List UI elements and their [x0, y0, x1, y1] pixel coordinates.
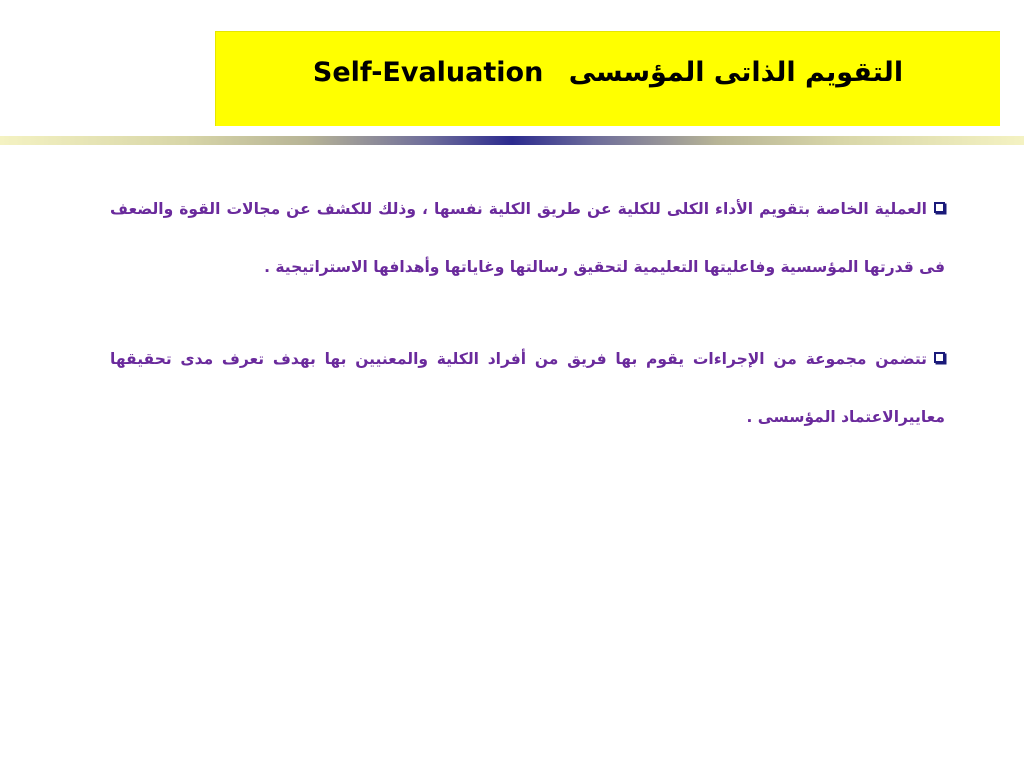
bullet-text: العملية الخاصة بتقويم الأداء الكلى للكلية عن طريق الكلية نفسها ، وذلك للكشف عن مجالات القوة والضعف فى قدرتها المؤسسية وفاعليتها التعليمية لتحقيق رسالتها وغاياتها وأهدافها الاستراتيجية .: [110, 200, 945, 276]
bullet-item: [110, 330, 945, 446]
gradient-divider: [0, 136, 1024, 145]
bullet-text: تتضمن مجموعة من الإجراءات يقوم بها فريق من أفراد الكلية والمعنيين بها بهدف تعرف مدى تحقيقها معاييرالاعتماد المؤسسى .: [110, 350, 945, 426]
slide-title: [313, 57, 903, 88]
square-bullet-icon: [934, 352, 945, 363]
square-bullet-icon: [934, 202, 945, 213]
title-latin: Self-Evaluation: [312, 56, 544, 88]
title-box: [215, 31, 1000, 126]
title-arabic: التقويم الذاتى المؤسسى: [568, 56, 904, 88]
bullet-item: [110, 180, 945, 296]
slide-body: [110, 180, 945, 480]
